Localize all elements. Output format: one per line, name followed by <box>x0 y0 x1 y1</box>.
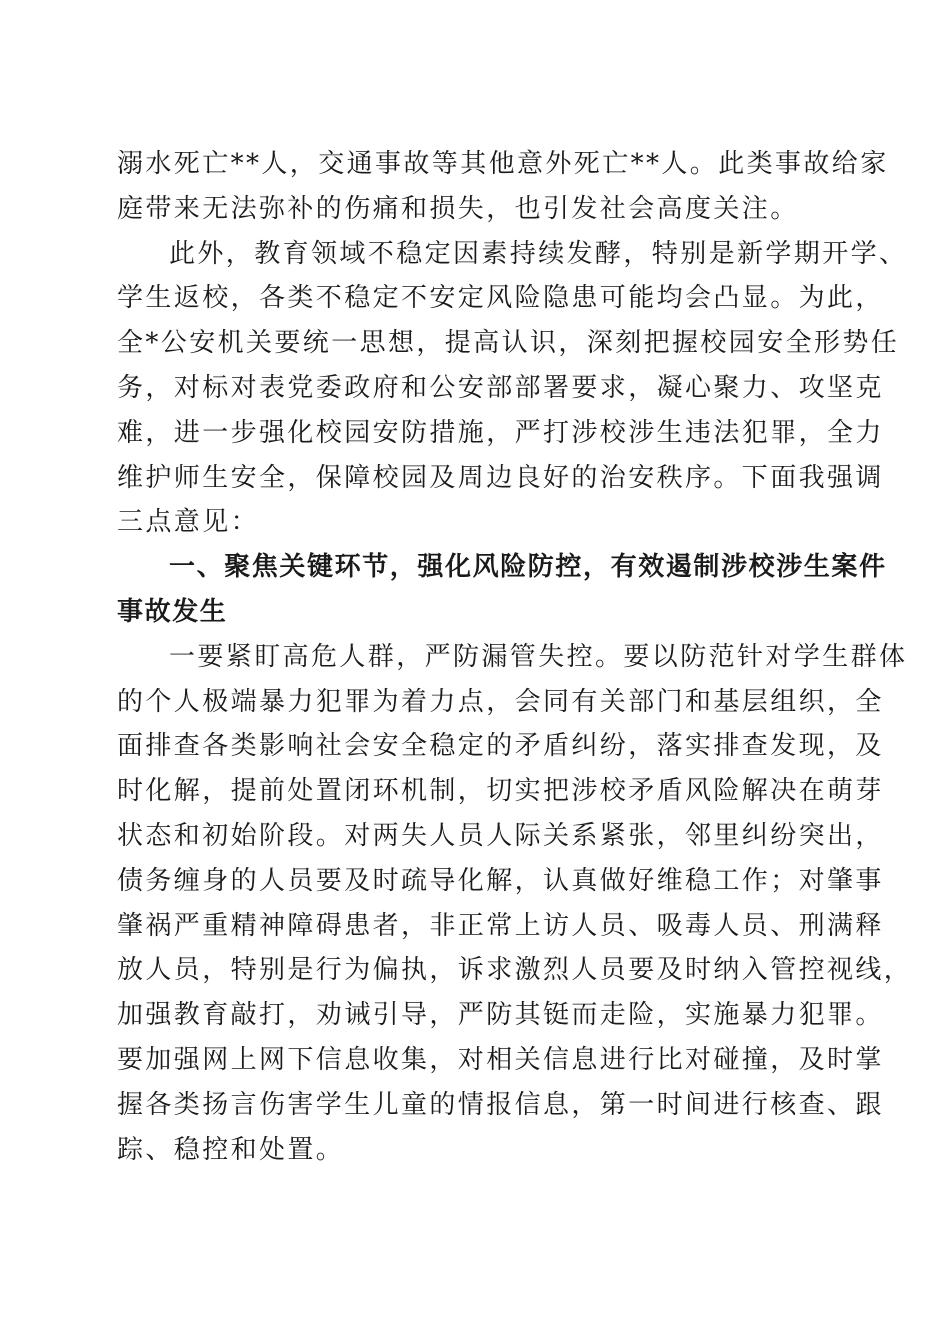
text-line: 此外，教育领域不稳定因素持续发酵，特别是新学期开学、 <box>169 238 908 269</box>
text-line: 维护师生安全，保障校园及周边良好的治安秩序。下面我强调 <box>117 462 884 493</box>
text-line: 的个人极端暴力犯罪为着力点，会同有关部门和基层组织，全 <box>117 686 884 717</box>
text-line: 面排查各类影响社会安全稳定的矛盾纠纷，落实排查发现，及 <box>117 731 884 762</box>
text-line: 三点意见： <box>117 507 260 538</box>
text-line: 状态和初始阶段。对两失人员人际关系紧张，邻里纠纷突出， <box>117 820 884 851</box>
text-line: 务，对标对表党委政府和公安部部署要求，凝心聚力、攻坚克 <box>117 372 884 403</box>
text-line: 庭带来无法弥补的伤痛和损失，也引发社会高度关注。 <box>117 193 799 224</box>
text-line: 债务缠身的人员要及时疏导化解，认真做好维稳工作；对肇事 <box>117 865 884 896</box>
text-line: 溺水死亡**人，交通事故等其他意外死亡**人。此类事故给家 <box>117 149 889 179</box>
text-line: 全*公安机关要统一思想，提高认识，深刻把握校园安全形势任 <box>117 328 900 359</box>
text-line: 学生返校，各类不稳定不安定风险隐患可能均会凸显。为此， <box>117 283 884 314</box>
text-line: 握各类扬言伤害学生儿童的情报信息，第一时间进行核查、跟 <box>117 1089 884 1120</box>
text-line: 难，进一步强化校园安防措施，严打涉校涉生违法犯罪，全力 <box>117 417 884 448</box>
document-body <box>117 142 913 1172</box>
paragraph-high-risk-groups <box>117 635 913 1173</box>
text-line: 放人员，特别是行为偏执，诉求激烈人员要及时纳入管控视线， <box>117 955 913 986</box>
paragraph-context <box>117 232 908 546</box>
text-line: 要加强网上网下信息收集，对相关信息进行比对碰撞，及时掌 <box>117 1044 884 1075</box>
text-line: 踪、稳控和处置。 <box>117 1134 345 1165</box>
heading-line: 事故发生 <box>117 596 228 627</box>
text-line: 一要紧盯高危人群，严防漏管失控。要以防范针对学生群体 <box>169 641 908 672</box>
text-line: 肇祸严重精神障碍患者，非正常上访人员、吸毒人员、刑满释 <box>117 910 884 941</box>
text-line: 加强教育敲打，劝诫引导，严防其铤而走险，实施暴力犯罪。 <box>117 1000 884 1031</box>
paragraph-continuation <box>117 142 889 232</box>
heading-line: 一、聚焦关键环节，强化风险防控，有效遏制涉校涉生案件 <box>169 552 887 583</box>
section-heading-1 <box>117 545 887 635</box>
text-line: 时化解，提前处置闭环机制，切实把涉校矛盾风险解决在萌芽 <box>117 776 884 807</box>
